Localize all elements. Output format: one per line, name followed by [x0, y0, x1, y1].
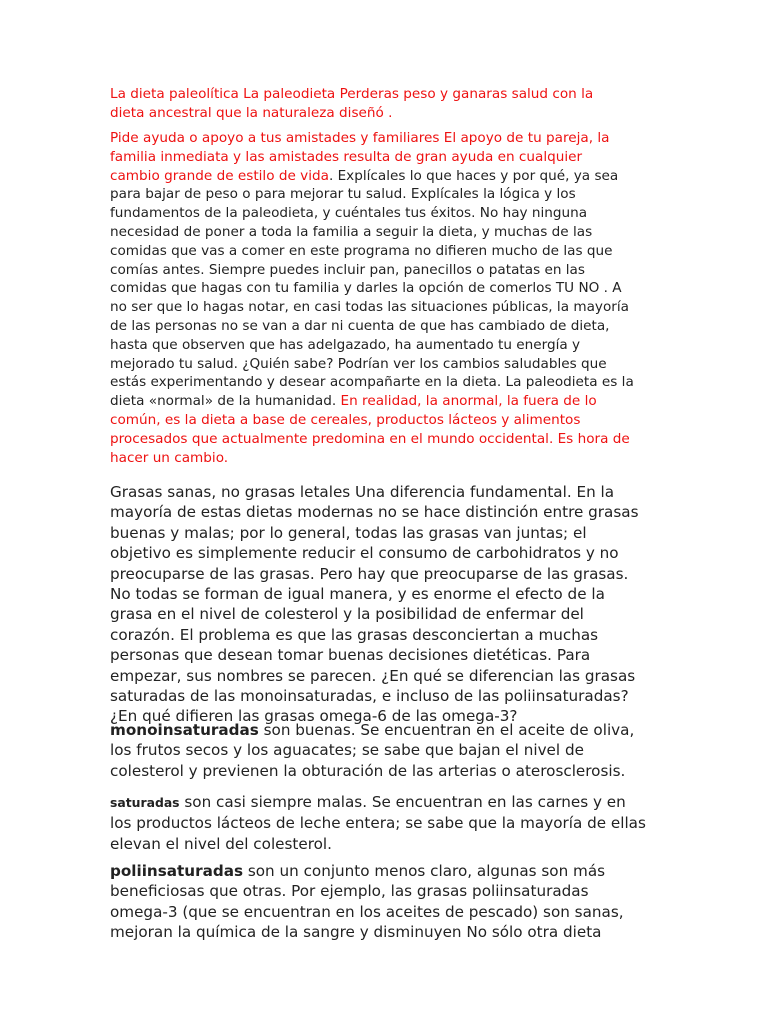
text-line: Pide ayuda o apoyo a tus amistades y familiares El apoyo de tu pareja, la	[110, 130, 610, 146]
text-line: dieta ancestral que la naturaleza diseñó .	[110, 104, 393, 121]
text-line: comías antes. Siempre puedes incluir pan, panecillos o patatas en las	[110, 261, 585, 278]
text-line	[110, 861, 624, 881]
healthy-fats-paragraph	[110, 482, 638, 727]
text-line	[110, 392, 634, 411]
text-line: mejoran la química de la sangre y disminuyen No sólo otra dieta	[110, 923, 602, 942]
text-line: necesidad de poner a toda la familia a seguir la dieta, y muchas de las	[110, 223, 593, 240]
text-line: comidas que vas a comer en este programa no difieren mucho de las que	[110, 242, 613, 259]
highlight-text: En realidad, la anormal, la fuera de lo	[340, 393, 597, 410]
text-line: hacer un cambio.	[110, 449, 229, 466]
text-line: de las personas no se van a dar ni cuenta de que has cambiado de dieta,	[110, 317, 610, 334]
text-line: objetivo es simplemente reducir el consumo de carbohidratos y no	[110, 544, 619, 563]
text-line: mejorado tu salud. ¿Quién sabe? Podrían ver los cambios saludables que	[110, 355, 607, 372]
text-line: procesados que actualmente predomina en el mundo occidental. Es hora de	[110, 430, 630, 447]
text-line: para bajar de peso o para mejorar tu salud. Explícales la lógica y los	[110, 186, 576, 203]
text-line: colesterol y previenen la obturación de las arterias o aterosclerosis.	[110, 761, 626, 780]
term-saturadas: saturadas	[110, 795, 180, 810]
text-line: grasa en el nivel de colesterol y la posibilidad de enfermar del	[110, 605, 584, 624]
text-line: no ser que lo hagas notar, en casi todas las situaciones públicas, la mayoría	[110, 299, 629, 316]
text-line	[110, 792, 646, 813]
text-line: comidas que hagas con tu familia y darles la opción de comerlos TU NO . A	[110, 280, 622, 297]
body-text: . Explícales lo que haces y por qué, ya sea	[328, 167, 619, 184]
text-line: buenas y malas; por lo general, todas las grasas van juntas; el	[110, 523, 587, 542]
text-line: estás experimentando y desear acompañarte en la dieta. La paleodieta es la	[110, 374, 634, 391]
monounsaturated-paragraph	[110, 720, 634, 781]
body-text: son casi siempre malas. Se encuentran en las carnes y en	[179, 793, 626, 811]
term-poliinsaturadas: poliinsaturadas	[110, 862, 243, 880]
polyunsaturated-paragraph	[110, 861, 624, 943]
text-line: No todas se forman de igual manera, y es enorme el efecto de la	[110, 585, 605, 604]
term-monoinsaturadas: monoinsaturadas	[110, 721, 259, 739]
body-text: son buenas. Se encuentran en el aceite de oliva,	[258, 721, 635, 739]
text-line	[110, 720, 634, 740]
text-line: empezar, sus nombres se parecen. ¿En qué se diferencian las grasas	[110, 666, 636, 685]
text-line: Grasas sanas, no grasas letales Una diferencia fundamental. En la	[110, 483, 615, 501]
text-line: beneficiosas que otras. Por ejemplo, las grasas poliinsaturadas	[110, 882, 589, 901]
intro-heading-paragraph	[110, 85, 593, 123]
family-support-paragraph	[110, 129, 634, 467]
text-line: familia inmediata y las amistades resulta de gran ayuda en cualquier	[110, 148, 583, 165]
text-line: común, es la dieta a base de cereales, productos lácteos y alimentos	[110, 411, 581, 428]
body-text: son un conjunto menos claro, algunas son más	[243, 862, 606, 880]
text-line: saturadas de las monoinsaturadas, e incluso de las poliinsaturadas?	[110, 687, 629, 706]
text-line: hasta que observen que has adelgazado, ha aumentado tu energía y	[110, 336, 581, 353]
text-line: personas que desean tomar buenas decisiones dietéticas. Para	[110, 646, 591, 665]
text-line: los frutos secos y los aguacates; se sabe que bajan el nivel de	[110, 741, 584, 760]
text-line: mayoría de estas dietas modernas no se hace distinción entre grasas	[110, 503, 639, 522]
saturated-paragraph	[110, 792, 646, 854]
text-line	[110, 167, 634, 186]
text-line: La dieta paleolítica La paleodieta Perderas peso y ganaras salud con la	[110, 86, 594, 102]
text-line: los productos lácteos de leche entera; se sabe que la mayoría de ellas	[110, 814, 646, 833]
text-line: ¿En qué difieren las grasas omega-6 de las omega-3?	[110, 707, 518, 726]
text-line: omega-3 (que se encuentran en los aceites de pescado) son sanas,	[110, 902, 624, 921]
text-line: preocuparse de las grasas. Pero hay que preocuparse de las grasas.	[110, 564, 629, 583]
highlight-text: cambio grande de estilo de vida	[110, 167, 329, 184]
text-line: corazón. El problema es que las grasas desconciertan a muchas	[110, 625, 599, 644]
text-line: fundamentos de la paleodieta, y cuéntales tus éxitos. No hay ninguna	[110, 205, 588, 222]
body-text: dieta «normal» de la humanidad.	[110, 393, 341, 410]
text-line: elevan el nivel del colesterol.	[110, 834, 332, 853]
